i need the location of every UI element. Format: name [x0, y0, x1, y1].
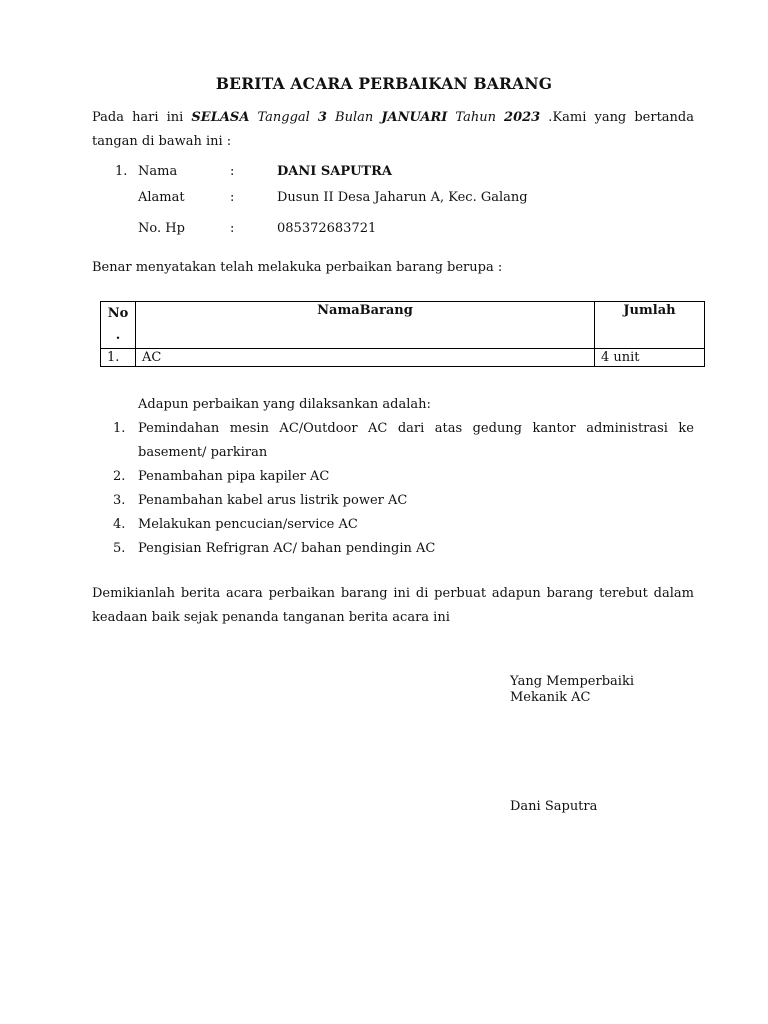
identity-row-phone — [0, 221, 768, 241]
list-item-number: 3. — [113, 493, 126, 508]
list-item-text: Pemindahan mesin AC/Outdoor AC dari atas gedung kantor administrasi ke basement/ parkiran — [138, 421, 694, 460]
list-item-number: 5. — [113, 541, 126, 556]
header-no-dot: . — [115, 328, 121, 343]
intro-text-1: Pada hari ini — [92, 110, 192, 125]
cell-no: 1. — [101, 349, 136, 367]
identity-colon: : — [230, 190, 235, 205]
identity-label-name: Nama — [138, 164, 178, 179]
intro-day: SELASA — [191, 110, 250, 125]
header-no — [101, 302, 136, 349]
intro-paragraph — [92, 106, 694, 154]
identity-label-address: Alamat — [138, 190, 185, 205]
table-row — [101, 349, 705, 367]
intro-text-3: Bulan — [326, 110, 382, 125]
list-item-number: 4. — [113, 517, 126, 532]
cell-nama: AC — [136, 349, 595, 367]
identity-value-name: DANI SAPUTRA — [277, 164, 393, 179]
list-item-text: Pengisian Refrigran AC/ bahan pendingin AC — [138, 541, 436, 556]
identity-colon: : — [230, 221, 235, 236]
signature-line-2: Mekanik AC — [510, 690, 591, 705]
identity-value-phone: 085372683721 — [277, 221, 377, 236]
identity-value-address: Dusun II Desa Jaharun A, Kec. Galang — [277, 190, 528, 205]
closing-paragraph: Demikianlah berita acara perbaikan barang ini di perbuat adapun barang terebut dalam keadaan baik sejak penanda tanganan berita acara ini — [92, 586, 694, 625]
intro-text-4: Tahun — [447, 110, 505, 125]
document-title: BERITA ACARA PERBAIKAN BARANG — [215, 74, 553, 93]
cell-jumlah: 4 unit — [595, 349, 705, 367]
list-item-text: Penambahan pipa kapiler AC — [138, 469, 330, 484]
identity-label-phone: No. Hp — [138, 221, 185, 236]
repairs-intro: Adapun perbaikan yang dilaksankan adalah: — [138, 397, 431, 412]
header-nama-barang: NamaBarang — [136, 302, 595, 349]
table-header-row — [101, 302, 705, 349]
statement-text: Benar menyatakan telah melakuka perbaikan barang berupa : — [92, 260, 503, 275]
list-item-number: 1. — [113, 421, 126, 436]
items-table — [100, 301, 705, 367]
list-item-text: Melakukan pencucian/service AC — [138, 517, 358, 532]
signature-name: Dani Saputra — [510, 799, 598, 814]
list-item-number: 2. — [113, 469, 126, 484]
intro-text-5: .Kami yang bertanda tangan di bawah ini : — [92, 110, 694, 149]
identity-number: 1. — [115, 164, 128, 179]
intro-year: 2023 — [504, 110, 541, 125]
header-no-text: No — [107, 306, 129, 321]
intro-text-2: Tanggal — [249, 110, 318, 125]
header-jumlah: Jumlah — [595, 302, 705, 349]
intro-date: 3 — [317, 110, 327, 125]
identity-row-address — [0, 190, 768, 210]
signature-line-1: Yang Memperbaiki — [510, 674, 634, 689]
intro-month: JANUARI — [381, 110, 448, 125]
identity-row-name — [0, 164, 768, 184]
list-item-text: Penambahan kabel arus listrik power AC — [138, 493, 408, 508]
identity-colon: : — [230, 164, 235, 179]
